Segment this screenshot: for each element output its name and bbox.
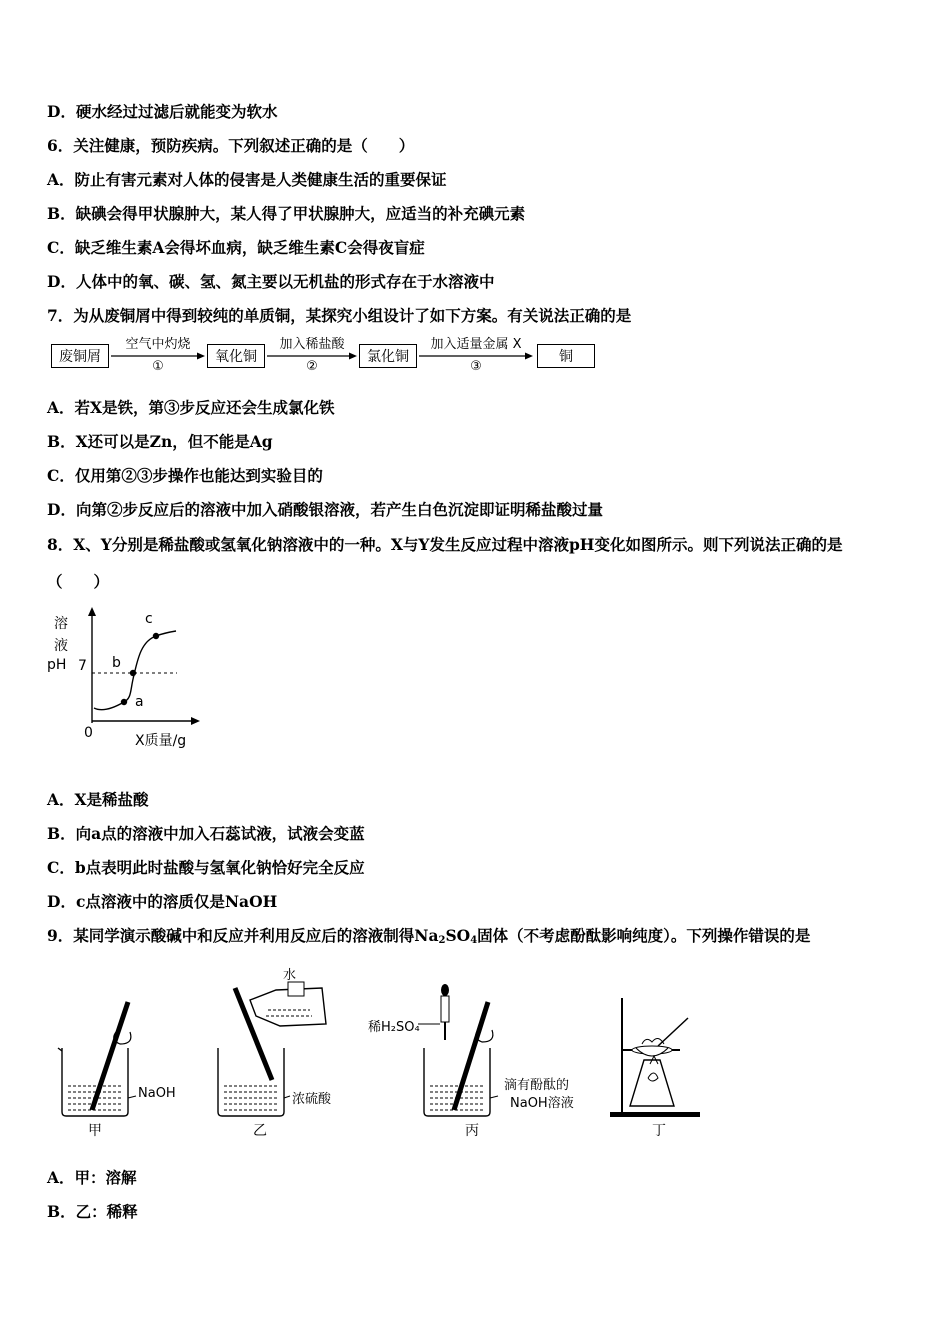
q7-option-c: C．仅用第②③步操作也能达到实验目的	[47, 466, 323, 485]
bing-label-2: NaOH溶液	[510, 1096, 574, 1111]
origin-label: 0	[84, 725, 93, 741]
y-label-2: 液	[54, 638, 68, 654]
flow-arrow-3	[419, 338, 533, 376]
ph-graph-svg	[42, 605, 222, 755]
point-a-marker	[121, 699, 127, 705]
q8-option-a: A．X是稀盐酸	[47, 790, 149, 809]
point-c-marker	[153, 633, 159, 639]
point-a-label: a	[135, 694, 144, 710]
jia-caption: 甲	[88, 1123, 102, 1139]
flow-arrow-1-top: 空气中灼烧	[125, 337, 191, 352]
q9-apparatus-figure	[40, 960, 720, 1145]
q8-option-b: B．向a点的溶液中加入石蕊试液，试液会变蓝	[47, 824, 365, 843]
q7-option-a: A．若X是铁，第③步反应还会生成氯化铁	[47, 398, 335, 417]
bing-acid-label: 稀H₂SO₄	[368, 1020, 420, 1035]
q9-option-b: B．乙：稀释	[47, 1202, 138, 1221]
flow-arrow-3-bottom: ③	[470, 359, 482, 374]
flow-box-copper-chloride: 氯化铜	[359, 344, 417, 368]
x-label: X质量/g	[135, 733, 187, 749]
q5-option-d: D．硬水经过过滤后就能变为软水	[47, 102, 278, 121]
q6-stem: 6．关注健康，预防疾病。下列叙述正确的是（ ）	[47, 136, 415, 155]
q9-option-a: A．甲：溶解	[47, 1168, 137, 1187]
flow-arrow-1	[111, 338, 205, 376]
q9-stem-post: 固体（不考虑酚酞影响纯度）。下列操作错误的是	[477, 926, 811, 945]
flow-arrow-2-bottom: ②	[306, 359, 318, 374]
q6-option-a: A．防止有害元素对人体的侵害是人类健康生活的重要保证	[47, 170, 447, 189]
q6-option-d: D．人体中的氧、碳、氢、氮主要以无机盐的形式存在于水溶液中	[47, 272, 495, 291]
x-axis-arrow-icon	[191, 717, 200, 725]
flow-box-scrap-copper: 废铜屑	[51, 344, 109, 368]
y-label-1: 溶	[54, 616, 68, 632]
q8-option-c: C．b点表明此时盐酸与氢氧化钠恰好完全反应	[47, 858, 365, 877]
flow-arrow-1-bottom: ①	[152, 359, 164, 374]
point-b-label: b	[112, 655, 121, 671]
apparatus-svg	[40, 960, 720, 1145]
evaporation-setup-ding	[610, 998, 700, 1117]
beaker-bing	[418, 984, 498, 1116]
q9-formula-sub1: 2	[438, 935, 446, 946]
q8-stem-bracket: （ ）	[47, 572, 110, 591]
flow-arrow-2	[267, 338, 357, 376]
q7-option-b: B．X还可以是Zn，但不能是Ag	[47, 432, 273, 451]
q9-formula-sub2: 4	[470, 935, 478, 946]
q8-stem: 8．X、Y分别是稀盐酸或氢氧化钠溶液中的一种。X与Y发生反应过程中溶液pH变化如图所示。则下列说法正确的是	[47, 535, 843, 554]
q9-stem	[47, 926, 810, 951]
bing-label-1: 滴有酚酞的	[504, 1078, 570, 1093]
jia-naoh-label: NaOH	[138, 1086, 176, 1101]
yi-acid-label: 浓硫酸	[292, 1092, 332, 1107]
ding-caption: 丁	[652, 1123, 666, 1139]
y-axis-arrow-icon	[88, 607, 96, 616]
point-c-label: c	[145, 611, 153, 627]
q7-stem: 7．为从废铜屑中得到较纯的单质铜，某探究小组设计了如下方案。有关说法正确的是	[47, 306, 632, 325]
flow-arrow-2-top: 加入稀盐酸	[279, 337, 345, 352]
beaker-jia	[58, 1002, 136, 1116]
point-b-marker	[130, 670, 136, 676]
bing-caption: 丙	[465, 1123, 479, 1139]
flow-box-copper: 铜	[537, 344, 595, 368]
q6-option-b: B．缺碘会得甲状腺肿大，某人得了甲状腺肿大，应适当的补充碘元素	[47, 204, 526, 223]
q7-option-d: D．向第②步反应后的溶液中加入硝酸银溶液，若产生白色沉淀即证明稀盐酸过量	[47, 500, 603, 519]
yi-caption: 乙	[253, 1123, 267, 1139]
q6-option-c: C．缺乏维生素A会得坏血病，缺乏维生素C会得夜盲症	[47, 238, 425, 257]
tick-7: 7	[78, 658, 87, 674]
yi-water-label: 水	[283, 968, 297, 983]
q9-formula-na: Na	[414, 926, 439, 945]
y-label-3: pH	[47, 657, 67, 673]
q9-formula-so: SO	[445, 926, 471, 945]
q9-stem-pre: 9．某同学演示酸碱中和反应并利用反应后的溶液制得	[47, 926, 415, 945]
flow-box-copper-oxide: 氧化铜	[207, 344, 265, 368]
ph-graph	[42, 605, 222, 755]
flow-arrow-3-top: 加入适量金属 X	[430, 337, 522, 352]
q7-flowchart	[47, 338, 607, 376]
q8-option-d: D．c点溶液中的溶质仅是NaOH	[47, 892, 278, 911]
